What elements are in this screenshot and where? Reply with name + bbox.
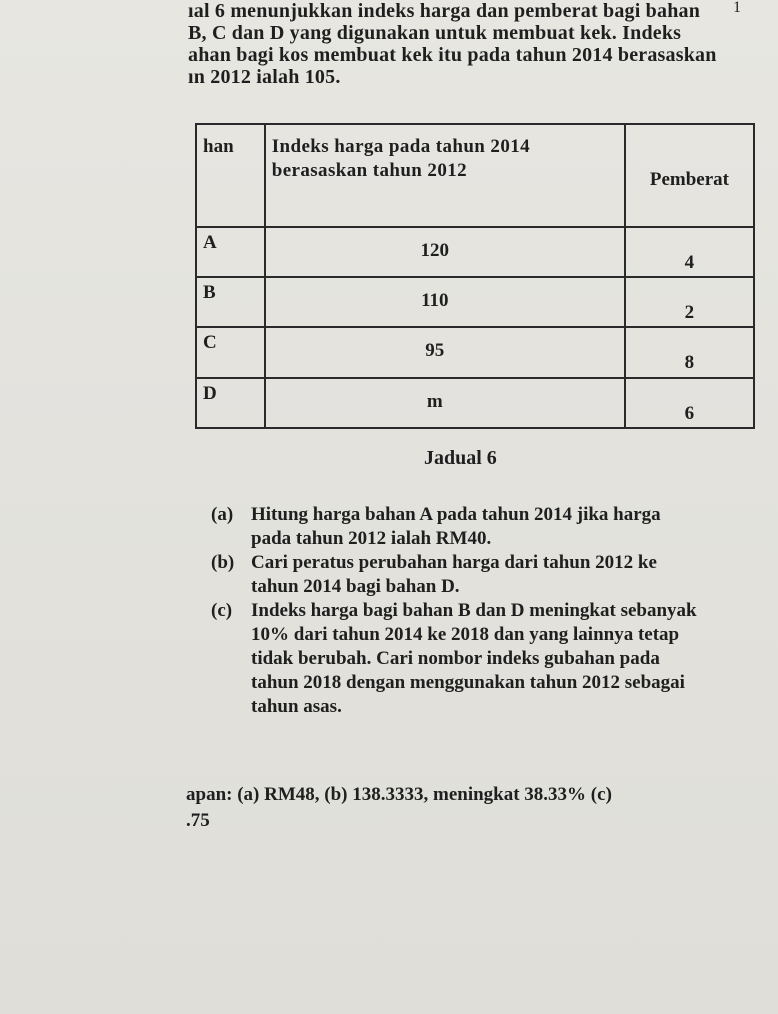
table-row bbox=[196, 227, 754, 277]
weight-value: 4 bbox=[684, 251, 695, 273]
answer-line: .75 bbox=[186, 810, 210, 831]
question-c bbox=[211, 599, 766, 719]
table-caption: Jadual 6 bbox=[424, 447, 497, 469]
cell-weight bbox=[625, 378, 754, 428]
intro-line: ın 2012 ialah 105. bbox=[188, 66, 341, 88]
cell-weight bbox=[625, 227, 754, 277]
header-item-label: han bbox=[203, 136, 234, 157]
question-list bbox=[211, 503, 766, 719]
item-label: B bbox=[203, 282, 216, 304]
index-value: 120 bbox=[420, 239, 450, 261]
header-weight bbox=[625, 124, 754, 227]
index-value: 95 bbox=[425, 340, 445, 362]
question-line: tahun asas. bbox=[251, 696, 342, 717]
question-line: tahun 2018 dengan menggunakan tahun 2012 sebagai bbox=[251, 672, 685, 693]
weight-value: 2 bbox=[684, 302, 695, 324]
cell-index bbox=[265, 227, 625, 277]
index-value: m bbox=[426, 390, 443, 412]
cell-item bbox=[196, 327, 265, 377]
question-line: Hitung harga bahan A pada tahun 2014 jika harga bbox=[251, 504, 661, 525]
question-label: (a) bbox=[211, 504, 234, 525]
header-weight-label: Pemberat bbox=[649, 169, 729, 191]
weight-value: 8 bbox=[684, 352, 695, 374]
cell-weight bbox=[625, 277, 754, 327]
question-line: Cari peratus perubahan harga dari tahun 2012 ke bbox=[251, 552, 657, 573]
question-label: (b) bbox=[211, 552, 235, 573]
intro-line: ahan bagi kos membuat kek itu pada tahun 2014 berasaskan bbox=[188, 44, 717, 66]
cell-item bbox=[196, 378, 265, 428]
index-value: 110 bbox=[421, 290, 449, 312]
weight-value: 6 bbox=[684, 402, 695, 424]
table-header-row bbox=[196, 124, 754, 227]
cell-index bbox=[265, 378, 625, 428]
cell-item bbox=[196, 227, 265, 277]
header-index-line1: Indeks harga pada tahun 2014 bbox=[271, 136, 531, 157]
cell-item bbox=[196, 277, 265, 327]
question-a bbox=[211, 503, 766, 551]
question-line: Indeks harga bagi bahan B dan D meningkat sebanyak bbox=[251, 600, 697, 621]
question-line: tidak berubah. Cari nombor indeks gubahan pada bbox=[251, 648, 660, 669]
item-label: A bbox=[203, 231, 217, 253]
answer-block bbox=[186, 782, 766, 834]
item-label: C bbox=[203, 332, 217, 354]
table-row bbox=[196, 277, 754, 327]
header-index-line2: berasaskan tahun 2012 bbox=[271, 160, 468, 181]
item-label: D bbox=[203, 382, 217, 404]
question-label: (c) bbox=[211, 600, 233, 621]
cell-index bbox=[265, 277, 625, 327]
header-index bbox=[265, 124, 625, 227]
corner-mark: 1 bbox=[733, 0, 741, 16]
question-line: tahun 2014 bagi bahan D. bbox=[251, 576, 460, 597]
intro-line: ıal 6 menunjukkan indeks harga dan pemberat bagi bahan bbox=[188, 0, 701, 22]
table-row bbox=[196, 327, 754, 377]
cell-index bbox=[265, 327, 625, 377]
intro-line: B, C dan D yang digunakan untuk membuat kek. Indeks bbox=[188, 22, 682, 44]
index-weight-table bbox=[195, 123, 755, 429]
question-line: pada tahun 2012 ialah RM40. bbox=[251, 528, 492, 549]
answer-line: apan: (a) RM48, (b) 138.3333, meningkat 38.33% (c) bbox=[186, 784, 612, 805]
table-row bbox=[196, 378, 754, 428]
header-item bbox=[196, 124, 265, 227]
question-line: 10% dari tahun 2014 ke 2018 dan yang lainnya tetap bbox=[251, 624, 680, 645]
intro-paragraph bbox=[188, 0, 766, 88]
question-b bbox=[211, 551, 766, 599]
cell-weight bbox=[625, 327, 754, 377]
